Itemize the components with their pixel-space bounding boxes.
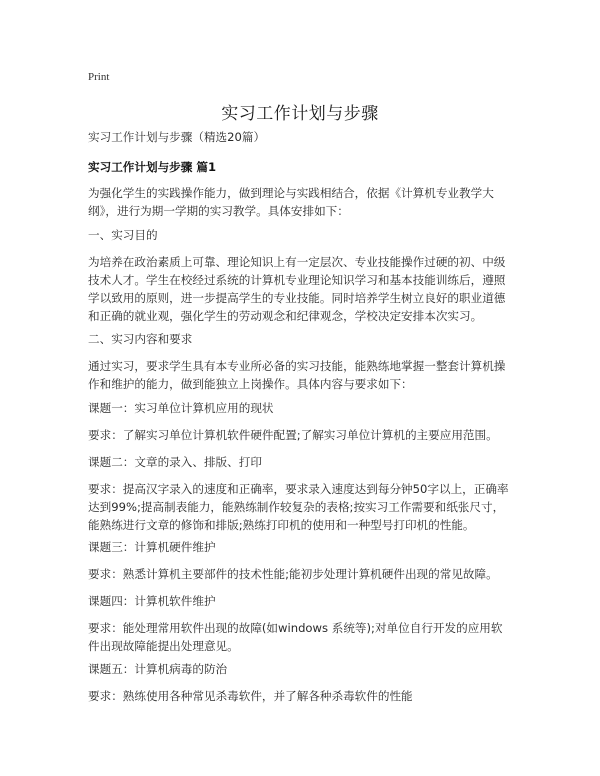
print-label: Print	[88, 71, 110, 83]
topic-5-title: 课题五：计算机病毒的防治	[88, 662, 228, 676]
intro-paragraph: 为强化学生的实践操作能力，做到理论与实践相结合，依据《计算机专业教学大纲》，进行为期一学期的实习教学。具体安排如下：	[88, 186, 494, 218]
topic-4-title: 课题四：计算机软件维护	[88, 594, 216, 608]
topic-3-requirement: 要求：熟悉计算机主要部件的技术性能;能初步处理计算机硬件出现的常见故障。	[88, 567, 498, 581]
part1-body: 为培养在政治素质上可靠、理论知识上有一定层次、专业技能操作过硬的初、中级技术人才。学生在校经过系统的计算机专业理论知识学习和基本技能训练后，遵照学以致用的原则，进一步提高学生的专业技能。同时培养学生树立良好的职业道德和正确的就业观，强化学生的劳动观念和纪律观念，学校决定安排本次实习。	[88, 255, 506, 323]
part2-body: 通过实习，要求学生具有本专业所必备的实习技能，能熟练地掌握一整套计算机操作和维护的能力，做到能独立上岗操作。具体内容与要求如下：	[88, 359, 506, 391]
topic-4-requirement: 要求：能处理常用软件出现的故障(如windows 系统等);对单位自行开发的应用软件出现故障能提出处理意见。	[88, 621, 503, 653]
topic-3-title: 课题三：计算机硬件维护	[88, 540, 216, 554]
document-subtitle: 实习工作计划与步骤（精选20篇）	[88, 130, 266, 144]
topic-2-requirement: 要求：提高汉字录入的速度和正确率，要求录入速度达到每分钟50字以上，正确率达到99%;提高制表能力，能熟练制作较复杂的表格;按实习工作需要和纸张尺寸，能熟练进行文章的修饰和排版;熟练打印机的使用和一种型号打印机的性能。	[88, 482, 509, 532]
topic-5-requirement: 要求：熟练使用各种常见杀毒软件，并了解各种杀毒软件的性能	[88, 689, 413, 703]
topic-1-requirement: 要求：了解实习单位计算机软件硬件配置;了解实习单位计算机的主要应用范围。	[88, 428, 498, 442]
part2-heading: 二、实习内容和要求	[88, 332, 193, 346]
part1-heading: 一、实习目的	[88, 228, 158, 242]
section-heading: 实习工作计划与步骤 篇1	[88, 160, 217, 174]
topic-1-title: 课题一：实习单位计算机应用的现状	[88, 401, 274, 415]
document-title: 实习工作计划与步骤	[221, 104, 379, 124]
topic-2-title: 课题二：文章的录入、排版、打印	[88, 455, 262, 469]
